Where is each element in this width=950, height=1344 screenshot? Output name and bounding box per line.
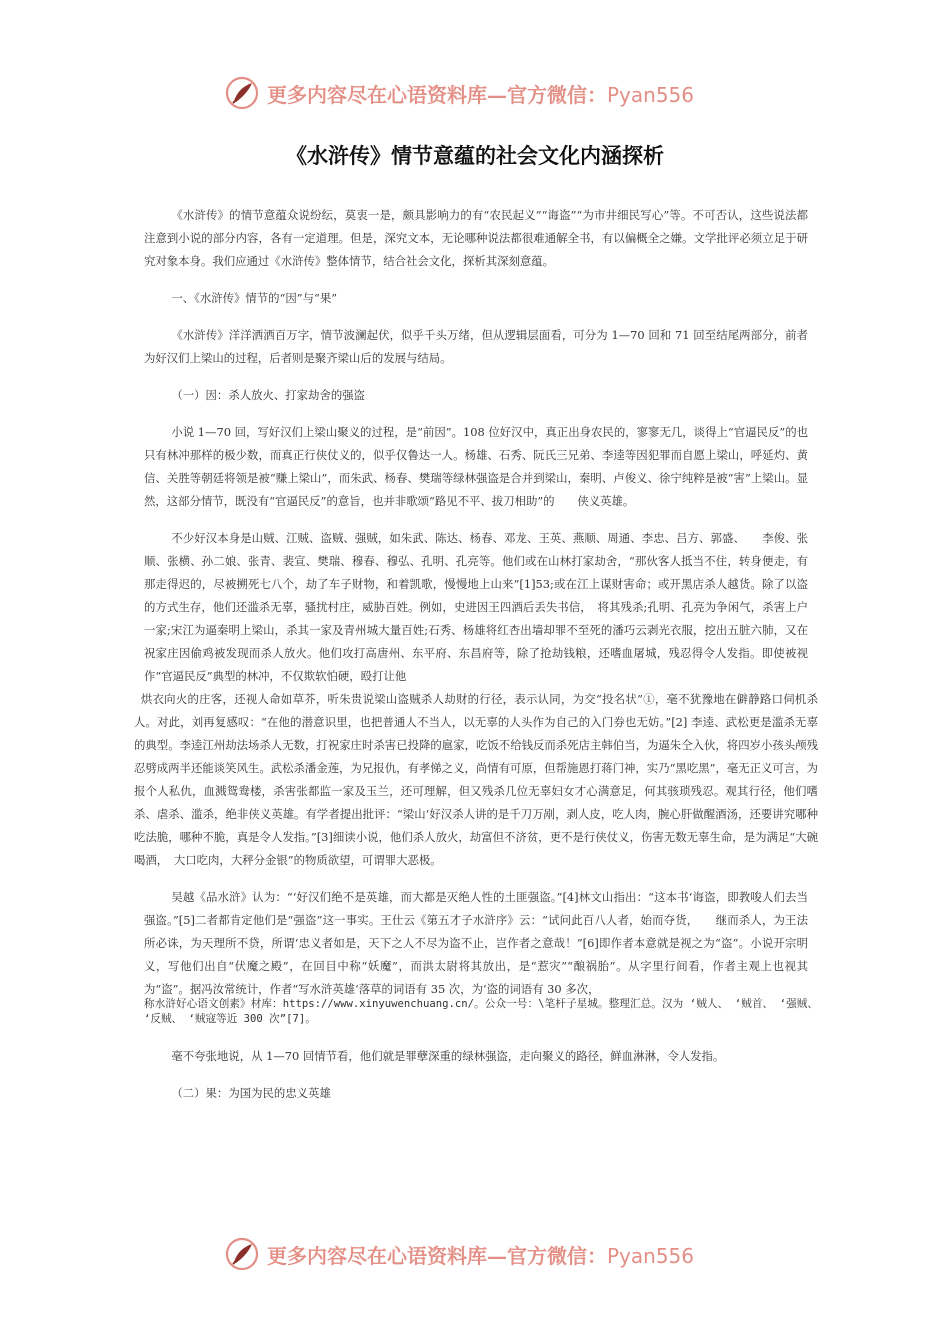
header-watermark-banner (225, 75, 745, 111)
section-heading-1: 一、《水浒传》情节的“因”与“果” (171, 291, 338, 305)
paragraph-structure: 《水浒传》洋洋洒洒百万字，情节波澜起伏，似乎千头万绪，但从逻辑层面看，可分为 1—70 回和 71 回至结尾两部分，前者为好汉们上梁山的过程，后者则是聚齐梁山后的发展与结局。 (144, 328, 808, 365)
footer-watermark-banner (225, 1236, 745, 1272)
quill-seal-icon (225, 1237, 259, 1271)
wechat-id: Pyan556 (607, 1243, 695, 1268)
paragraph-source-note: 称水浒好心语文创素》材库：https://www.xinyuwenchuang.cn/。公众一号：\笔杆子星城。整理汇总。汉为 ‘贼人、 ‘贼首、 ‘强贼、 ‘反贼、 ‘贼寇等近 300 次”[7]。 (144, 998, 818, 1025)
paragraph-conclusion: 毫不夸张地说，从 1—70 回情节看，他们就是罪孽深重的绿林强盗，走向聚义的路径，鲜血淋淋，令人发指。 (171, 1049, 725, 1063)
subsection-heading-cause: （一）因：杀人放火、打家劫舍的强盗 (171, 388, 366, 402)
paragraph-cause-2: 不少好汉本身是山贼、江贼、盗贼、强贼，如朱武、陈达、杨春、邓龙、王英、燕顺、周通、李忠、吕方、郭盛、 李俊、张顺、张横、孙二娘、张青、裴宣、樊瑞、穆春、穆弘、孔明、孔亮等。他们或在山林打家劫舍，“那伙客人抵当不住，转身便走，有那走得迟的，尽被搠死七八个，劫了车子财物，和着凯歌，慢慢地上山来”[1]53;或在江上谋财害命；或开黑店杀人越货。除了以盗的方式生存，他们还滥杀无辜，骚扰村庄，威胁百姓。例如，史进因王四酒后丢失书信， 将其残杀;孔明、孔亮为争闲气，杀害上户一家;宋江为逼秦明上梁山，杀其一家及青州城大量百姓;石秀、杨雄将红杏出墙却罪不至死的潘巧云剥光衣服，挖出五脏六肺，又在祝家庄因偷鸡被发现而杀人放火。他们攻打高唐州、东平府、东昌府等，除了抢劫钱粮，还嗜血屠城，残忍得令人发指。即使被视作“官逼民反”典型的林冲，不仅欺软怕硬，殴打让他 (144, 531, 808, 683)
subsection-heading-effect: （二）果：为国为民的忠义英雄 (171, 1086, 331, 1100)
article-title: 《水浒传》情节意蕴的社会文化内涵探析 (286, 144, 664, 168)
banner-text: 更多内容尽在心语资料库—官方微信：Pyan556 (267, 1243, 695, 1268)
paragraph-critics: 吴越《品水浒》认为：“‘好汉们绝不是英雄，而大都是灭绝人性的土匪强盗。”[4]林文山指出：“这本书‘诲盗，即教唆人们去当强盗。”[5]二者都肯定他们是“强盗”这一事实。王仕云《第五才子水浒序》云：“试问此百八人者，始而夺货， 继而杀人，为王法所必诛，为天理所不贷，所谓‘忠义者如是，天下之人不尽为盗不止，岂作者之意哉！”[6]即作者本意就是视之为“盗”。小说开宗明义，写他们出自“伏魔之殿”，在回目中称“妖魔”，而洪太尉将其放出，是“惹灾”“酿祸胎”。从字里行间看，作者主观上也视其为“盗”。据冯汝常统计，作者“写水浒英雄‘落草的词语有 35 次，为‘盗的词语有 30 多次， (144, 890, 808, 996)
wechat-id: Pyan556 (607, 82, 695, 107)
paragraph-cause-1: 小说 1—70 回，写好汉们上梁山聚义的过程，是“前因”。108 位好汉中，真正出身农民的，寥寥无几，谈得上“官逼民反”的也只有林冲那样的极少数，而真正行侠仗义的，似乎仅鲁达一人。杨雄、石秀、阮氏三兄弟、李逵等因犯罪而自愿上梁山，呼延灼、黄信、关胜等朝廷将领是被“赚上梁山”，而朱武、杨春、樊瑞等绿林强盗是合并到梁山，秦明、卢俊义、徐宁纯粹是被“害”上梁山。显然，这部分情节，既没有“官逼民反”的意旨，也并非歌颂“路见不平、拔刀相助”的 侠义英雄。 (144, 425, 808, 508)
banner-text: 更多内容尽在心语资料库—官方微信：Pyan556 (267, 82, 695, 107)
paragraph-intro: 《水浒传》的情节意蕴众说纷纭，莫衷一是，颇具影响力的有“农民起义”“诲盗”“为市井细民写心”等。不可否认，这些说法都注意到小说的部分内容，各有一定道理。但是，深究文本，无论哪种说法都很难通解全书，有以偏概全之嫌。文学批评必须立足于研究对象本身。我们应通过《水浒传》整体情节，结合社会文化，探析其深刻意蕴。 (144, 208, 808, 268)
quill-seal-icon (225, 76, 259, 110)
article-body (134, 204, 818, 1119)
paragraph-cause-3: 烘衣向火的庄客，还视人命如草芥，听朱贵说梁山盗贼杀人劫财的行径，表示认同，为交“投名状”①，毫不犹豫地在僻静路口伺机杀人。对此，刘再复感叹：“在他的潜意识里，也把普通人不当人，以无辜的人头作为自己的入门券也无妨。”[2] 李逵、武松更是滥杀无辜的典型。李逵江州劫法场杀人无数，打祝家庄时杀害已投降的扈家，吃饭不给钱反而杀死店主韩伯当，为逼朱仝入伙，将四岁小孩头颅残忍劈成两半还能谈笑风生。武松杀潘金莲，为兄报仇，有孝悌之义，尚情有可原，但帮施恩打蒋门神，实乃“黑吃黑”，毫无正义可言，为报个人私仇，血溅鸳鸯楼，杀害张都监一家及玉兰，还可理解，但又残杀几位无辜妇女才心满意足，何其骇琐残忍。观其行径，他们嗜杀、虐杀、滥杀，绝非侠义英雄。有学者提出批评：“梁山‘好汉杀人讲的是千刀万剐，剥人皮，吃人肉，腕心肝做醒酒汤，还要讲究哪种吃法脆，哪种不脆，真是令人发指。”[3]细读小说，他们杀人放火，劫富但不济贫，更不是行侠仗义，伤害无数无辜生命，是为满足“大碗喝酒， 大口吃肉，大秤分金银”的物质欲望，可谓罪大恶极。 (134, 692, 818, 867)
